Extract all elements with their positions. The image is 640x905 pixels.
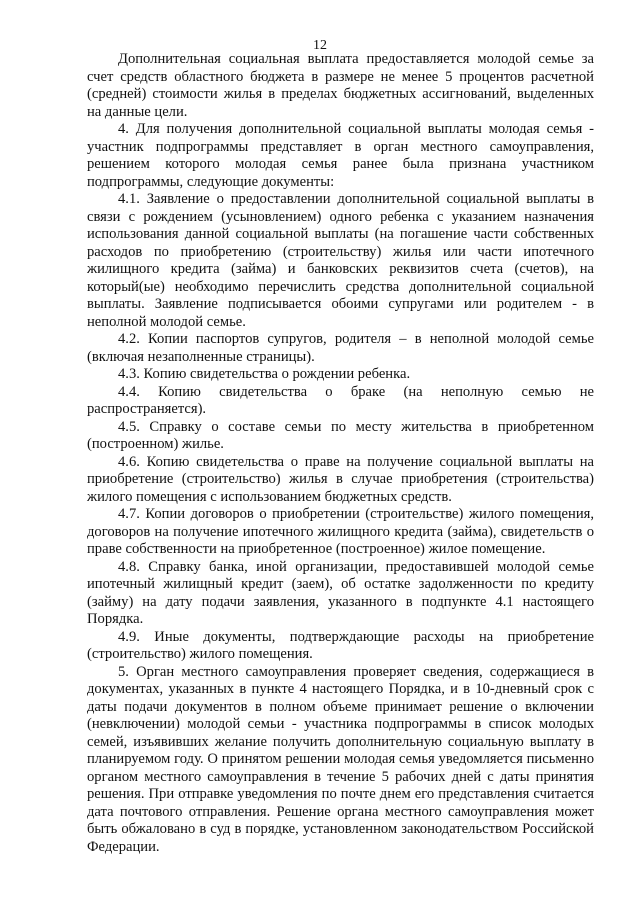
paragraph-item-4-8: 4.8. Справку банка, иной организации, предоставившей молодой семье ипотечный жилищный кредит (заем), об остатке задолженности по кредиту (займу) на дату подачи заявления, указанного в подпункте 4.1 настоящего Порядка. [87,558,594,627]
paragraph-item-4-7: 4.7. Копии договоров о приобретении (строительстве) жилого помещения, договоров на получение ипотечного жилищного кредита (займа), свидетельств о праве собственности на приобретенное (построенное) жилое помещение. [87,506,594,557]
paragraph-item-4-4: 4.4. Копию свидетельства о браке (на неполную семью не распространяется). [87,383,594,417]
paragraph-item-4-2: 4.2. Копии паспортов супругов, родителя – в неполной молодой семье (включая незаполненные страницы). [87,331,594,365]
paragraph-item-4-1: 4.1. Заявление о предоставлении дополнительной социальной выплаты в связи с рождением (усыновлением) одного ребенка с указанием назначения использования данной социальной выплаты (на погашение части собственных расходов по приобретению (строительству) жилья или части ипотечного жилищного кредита (займа) и банковских реквизитов счета (счетов), на который(ые) необходимо перечислить средства дополнительной социальной выплаты. Заявление подписывается обоими супругами или родителем - в неполной молодой семье. [87,191,594,330]
paragraph-item-5: 5. Орган местного самоуправления проверяет сведения, содержащиеся в документах, указанных в пункте 4 настоящего Порядка, и в 10-дневный срок с даты подачи документов в полном объеме принимает решение о включении (невключении) молодой семьи - участника подпрограммы в список молодых семей, изъявивших желание получить дополнительную социальную выплату в планируемом году. О принятом решении молодая семья уведомляется письменно органом местного самоуправления в течение 5 рабочих дней с даты принятия решения. При отправке уведомления по почте днем его представления считается дата почтового отправления. Решение органа местного самоуправления может быть обжаловано в суд в порядке, установленном законодательством Российской Федерации. [87,663,594,855]
paragraph-item-4: 4. Для получения дополнительной социальной выплаты молодая семья - участник подпрограммы представляет в орган местного самоуправления, решением которого молодая семья ранее была признана участником подпрограммы, следующие документы: [87,121,594,190]
paragraph-item-4-9: 4.9. Иные документы, подтверждающие расходы на приобретение (строительство) жилого помещения. [87,628,594,662]
paragraph-additional-payment: Дополнительная социальная выплата предоставляется молодой семье за счет средств областного бюджета в размере не менее 5 процентов расчетной (средней) стоимости жилья в пределах бюджетных ассигнований, выделенных на данные цели. [87,51,594,120]
paragraph-item-4-6: 4.6. Копию свидетельства о праве на получение социальной выплаты на приобретение (строительство) жилья в случае приобретения (строительства) жилого помещения с использованием бюджетных средств. [87,453,594,505]
document-body [87,51,594,856]
page-number: 12 [313,38,327,53]
paragraph-item-4-5: 4.5. Справку о составе семьи по месту жительства в приобретенном (построенном) жилье. [87,418,594,452]
paragraph-item-4-3: 4.3. Копию свидетельства о рождении ребенка. [118,366,411,382]
